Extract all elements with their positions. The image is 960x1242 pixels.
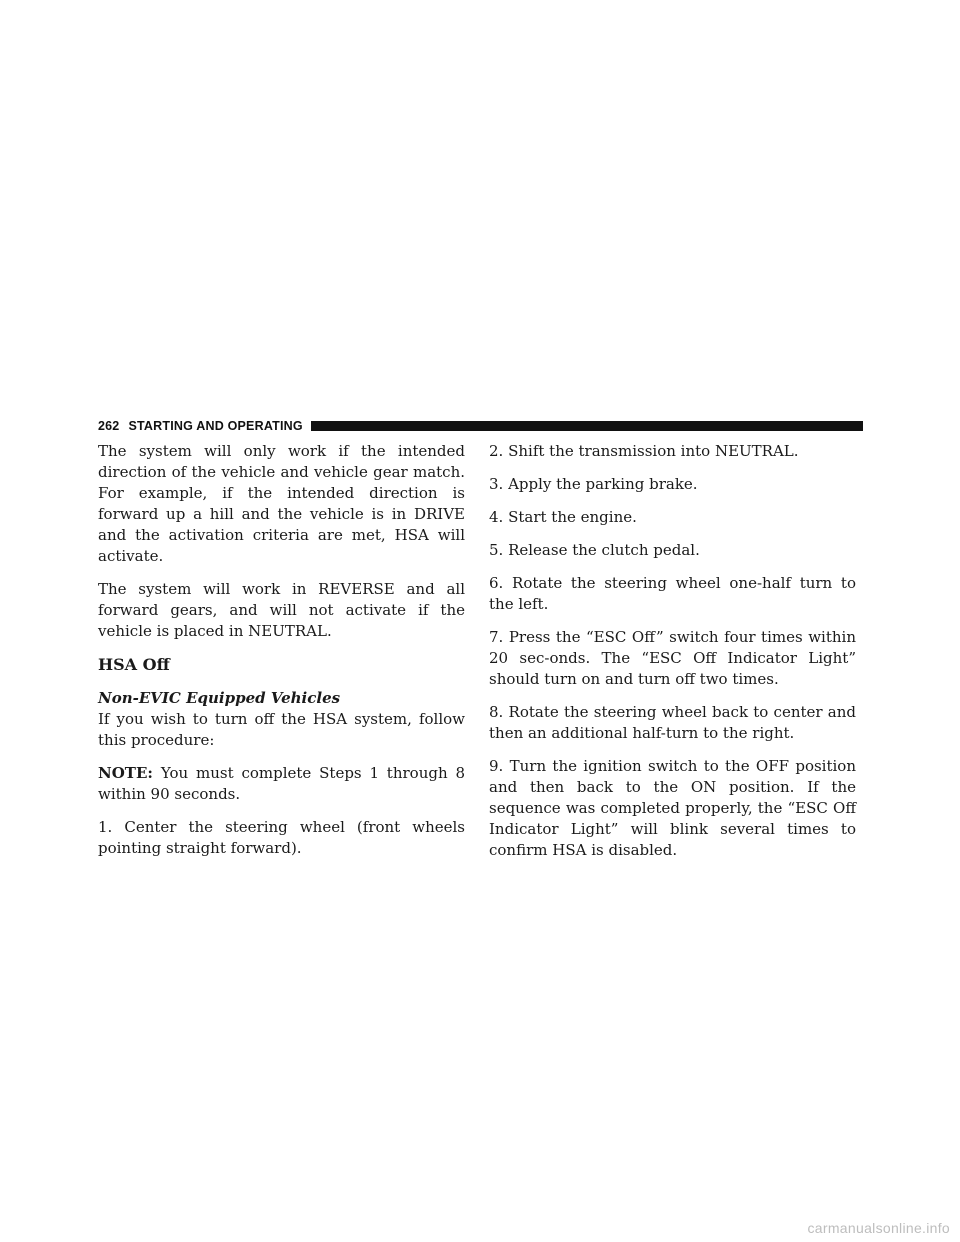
note-label: NOTE: [98, 764, 153, 782]
step-8: 8. Rotate the steering wheel back to center and then an additional half-turn to the right. [489, 703, 856, 742]
step-6: 6. Rotate the steering wheel one-half turn to the left. [489, 574, 856, 613]
heading-hsa-off: HSA Off [98, 655, 170, 674]
header-rule [311, 421, 863, 431]
paragraph-reverse-gears: The system will work in REVERSE and all forward gears, and will not activate if the vehicle is placed in NEUTRAL. [98, 580, 465, 640]
note-block [98, 763, 465, 805]
step-1: 1. Center the steering wheel (front wheels pointing straight forward). [98, 818, 465, 857]
watermark-text: carmanualsonline.info [807, 1220, 950, 1236]
step-5: 5. Release the clutch pedal. [489, 541, 700, 559]
page-header [98, 419, 863, 433]
step-4: 4. Start the engine. [489, 508, 637, 526]
step-7: 7. Press the “ESC Off” switch four times within 20 sec-onds. The “ESC Off Indicator Light” should turn on and turn off two times. [489, 628, 856, 688]
step-2: 2. Shift the transmission into NEUTRAL. [489, 442, 799, 460]
note-text: You must complete Steps 1 through 8 within 90 seconds. [98, 764, 465, 803]
paragraph-procedure-intro: If you wish to turn off the HSA system, follow this procedure: [98, 710, 465, 749]
section-title: STARTING AND OPERATING [128, 419, 303, 433]
page-number: 262 [98, 419, 120, 433]
paragraph-intended-direction: The system will only work if the intended direction of the vehicle and vehicle gear match. For example, if the intended direction is forward up a hill and the vehicle is in DRIVE and the activation criteria are met, HSA will activate. [98, 442, 465, 565]
left-column [98, 441, 465, 871]
right-column [489, 441, 856, 873]
step-3: 3. Apply the parking brake. [489, 475, 698, 493]
step-9: 9. Turn the ignition switch to the OFF position and then back to the ON position. If the sequence was completed properly, the “ESC Off Indicator Light” will blink several times to confirm HSA is disabled. [489, 757, 856, 859]
subheading-non-evic: Non-EVIC Equipped Vehicles [98, 689, 341, 707]
